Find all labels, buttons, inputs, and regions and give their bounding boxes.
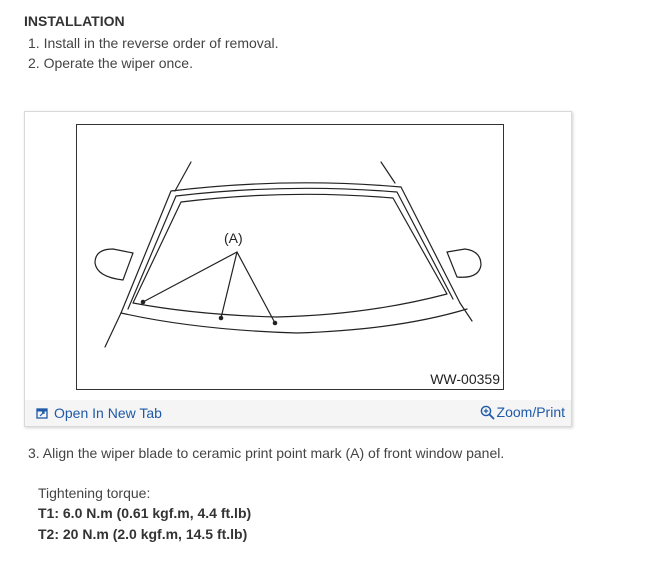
windshield-middle-edge xyxy=(128,188,453,309)
right-hood-line xyxy=(460,303,472,321)
zoom-print-label: Zoom/Print xyxy=(496,404,565,420)
open-in-new-tab-label: Open In New Tab xyxy=(54,405,162,421)
print-point-mark-2 xyxy=(219,316,224,321)
callout-leader-2 xyxy=(221,252,237,318)
windshield-glass xyxy=(133,194,447,317)
figure-id-label: WW-00359 xyxy=(430,371,500,387)
step-2: 2. Operate the wiper once. xyxy=(28,55,193,71)
zoom-in-icon xyxy=(480,405,495,420)
right-a-pillar xyxy=(381,162,395,183)
torque-t1: T1: 6.0 N.m (0.61 kgf.m, 4.4 ft.lb) xyxy=(38,505,252,521)
figure-card xyxy=(24,111,572,427)
section-heading: INSTALLATION xyxy=(24,13,125,29)
callout-leader-3 xyxy=(237,252,275,323)
open-new-tab-icon xyxy=(36,407,49,420)
windshield-illustration[interactable] xyxy=(76,124,504,390)
figure-footer xyxy=(25,400,571,426)
torque-t2: T2: 20 N.m (2.0 kgf.m, 14.5 ft.lb) xyxy=(38,526,248,542)
print-point-mark-1 xyxy=(141,300,146,305)
left-mirror xyxy=(95,249,133,280)
left-hood-line xyxy=(105,313,121,347)
windshield-drawing xyxy=(77,125,503,389)
callout-leader-1 xyxy=(143,252,237,302)
open-in-new-tab-link[interactable] xyxy=(36,405,162,421)
windshield-outer-edge xyxy=(121,183,460,313)
step-3: 3. Align the wiper blade to ceramic print point mark (A) of front window panel. xyxy=(28,445,505,461)
lower-panel-edge xyxy=(121,309,467,333)
step-1: 1. Install in the reverse order of removal. xyxy=(28,35,279,51)
zoom-print-link[interactable] xyxy=(480,404,565,420)
left-a-pillar xyxy=(175,162,191,191)
right-mirror xyxy=(447,249,481,277)
callout-a-label: (A) xyxy=(224,230,243,246)
print-point-mark-3 xyxy=(273,321,278,326)
tightening-torque-label: Tightening torque: xyxy=(38,485,151,501)
